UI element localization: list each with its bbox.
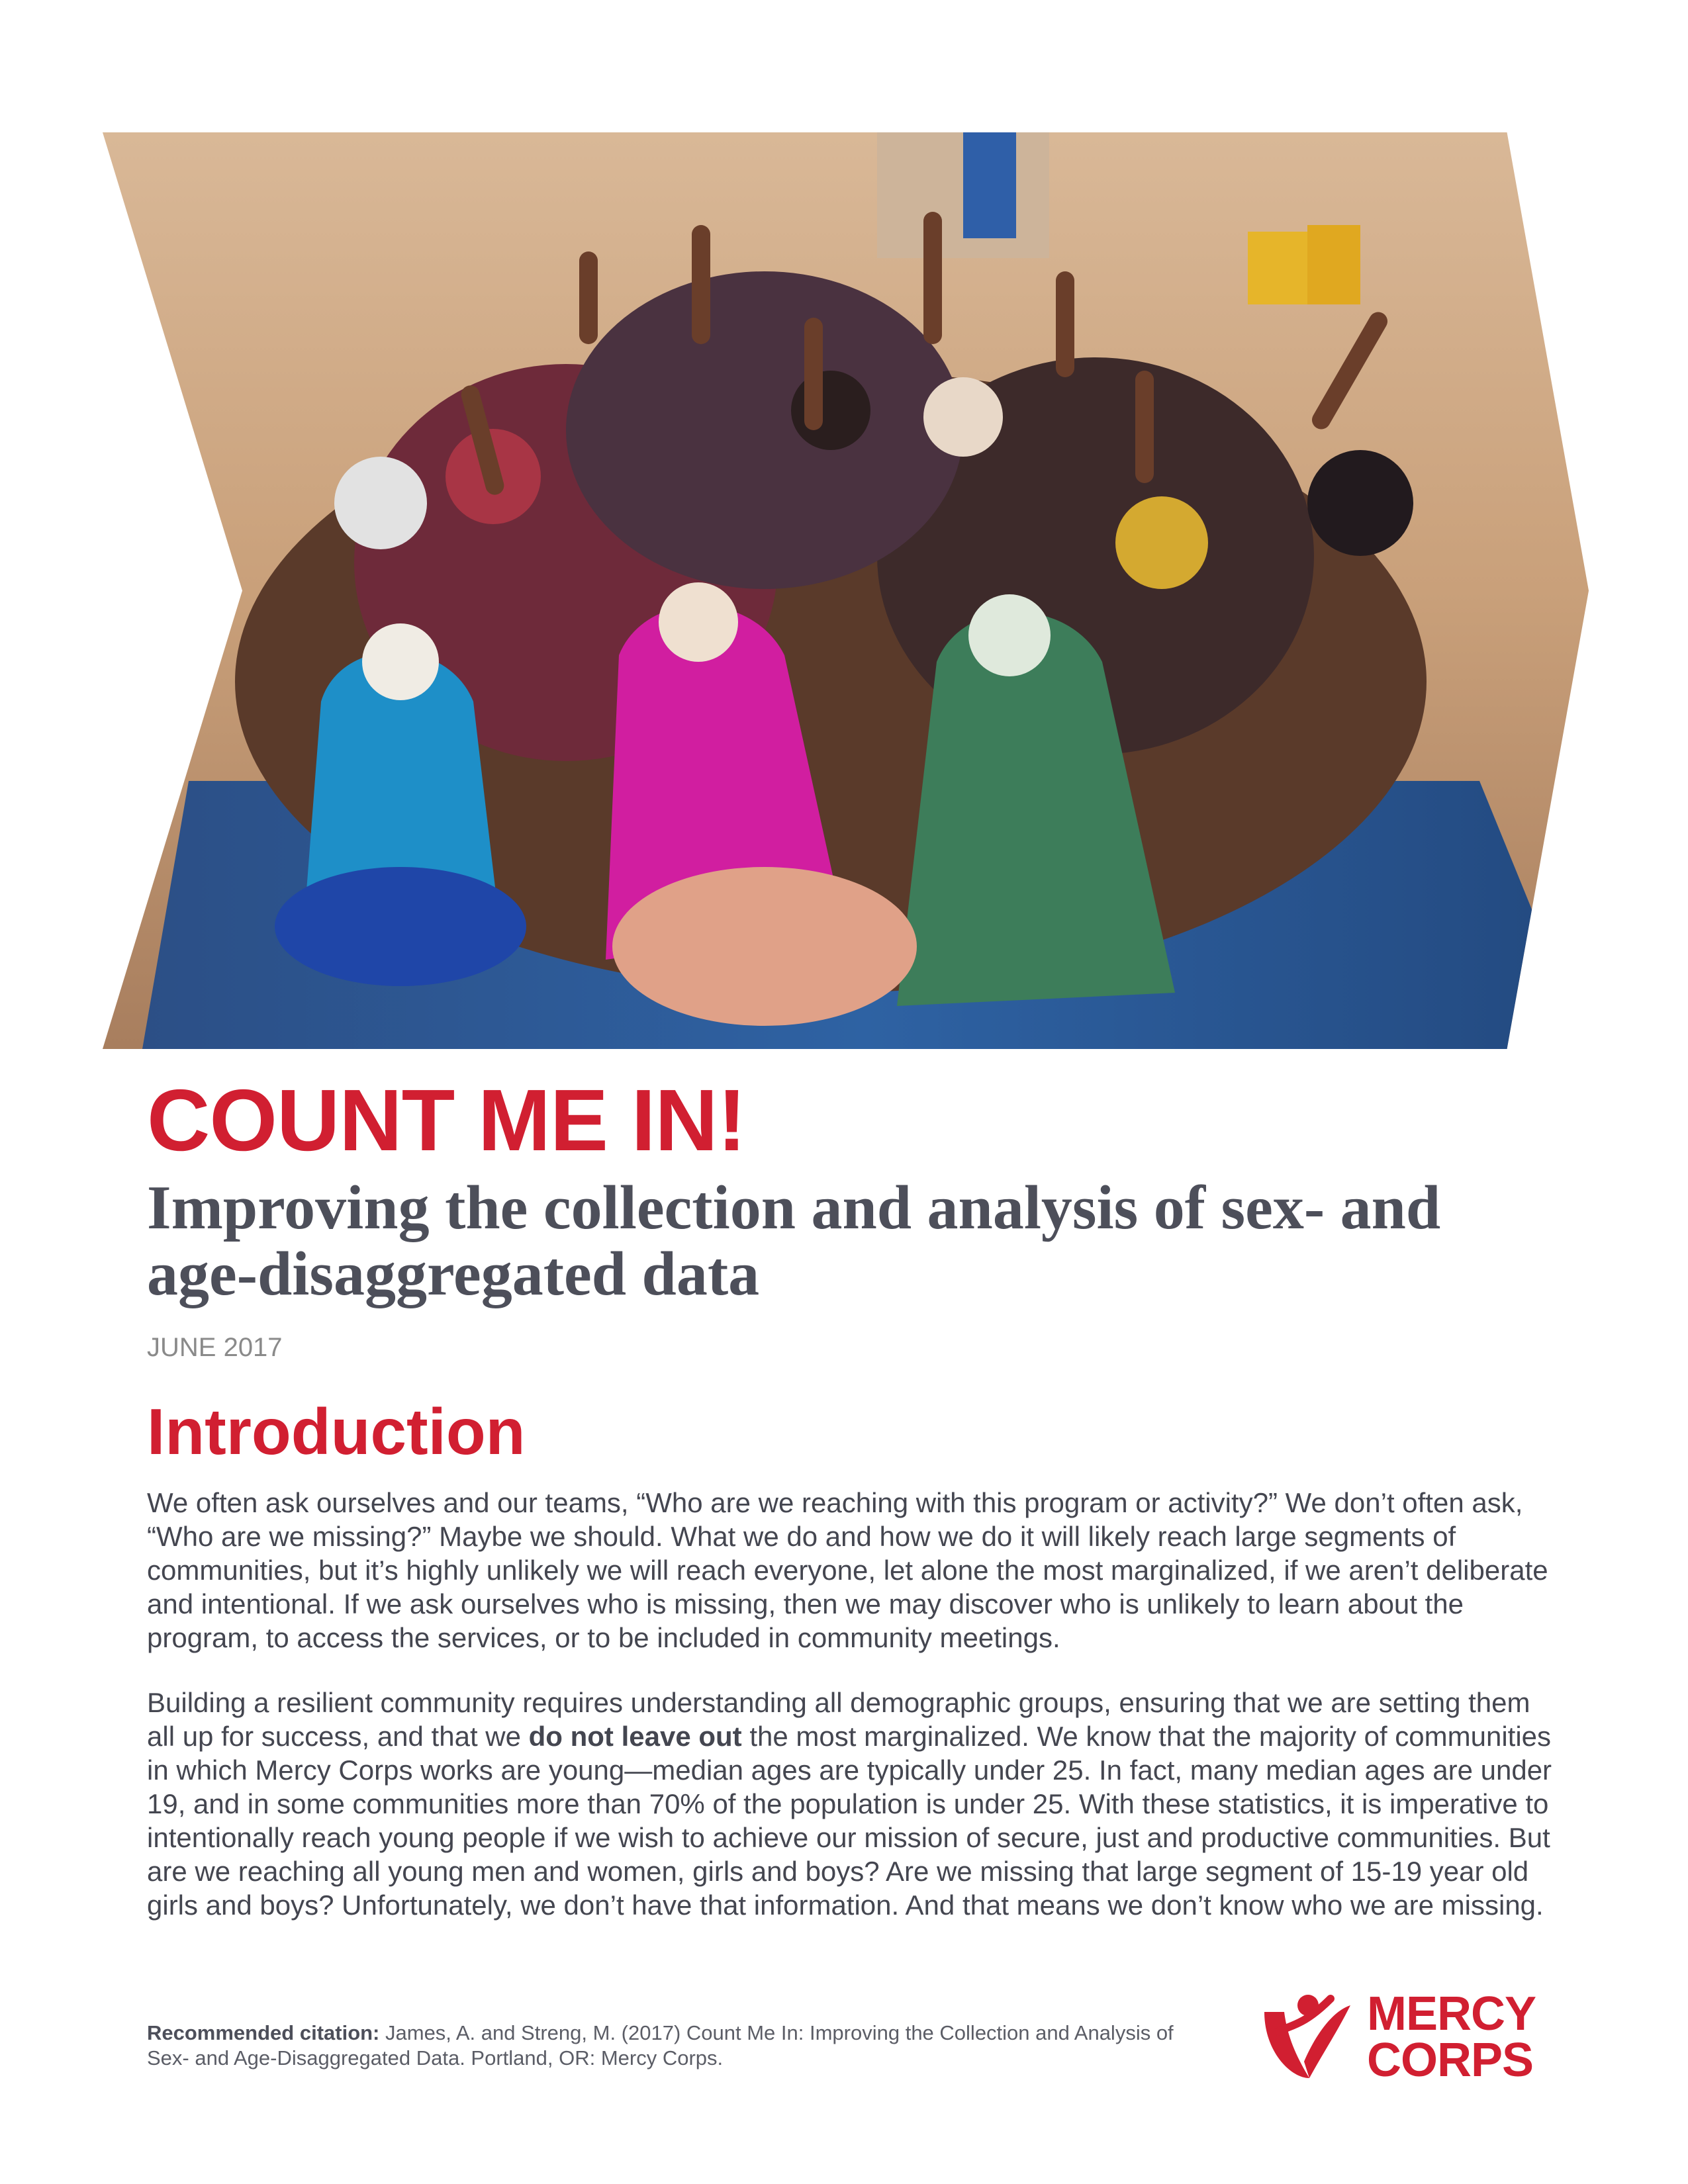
section-heading-introduction: Introduction <box>147 1395 526 1468</box>
intro-p2-start: Building a resilient community requires understanding all demographic groups, ensuring that we are setting them all up for success, and that we <box>147 1687 1530 1752</box>
document-subtitle <box>147 1175 1570 1307</box>
intro-p2-emphasis: do not leave out <box>528 1721 742 1752</box>
subtitle-line-1: Improving the collection and analysis of sex- and <box>147 1173 1441 1242</box>
document-title: COUNT ME IN! <box>147 1071 746 1169</box>
hero-photo <box>103 132 1589 1049</box>
photo-icon <box>103 132 1589 1049</box>
citation-text: James, A. and Streng, M. (2017) Count Me In: Improving the Collection and Analysis of Sex- and Age-Disaggregated Data. Portland, OR: Mercy Corps. <box>147 2021 1174 2070</box>
publication-date: JUNE 2017 <box>147 1333 283 1362</box>
subtitle-line-2: age-disaggregated data <box>147 1240 760 1308</box>
logo-word-line-2: CORPS <box>1367 2034 1534 2087</box>
recommended-citation <box>147 2021 1180 2071</box>
logo-wordmark <box>1367 1987 1536 2087</box>
intro-paragraph-2 <box>147 1686 1557 1922</box>
intro-paragraph-1: We often ask ourselves and our teams, “Who are we reaching with this program or activity?” We don’t often ask, “Who are we missing?” Maybe we should. What we do and how we do it will likely reach large segments of communities, but it’s highly unlikely we will reach everyone, let alone the most marginalized, if we aren’t deliberate and intentional. If we ask ourselves who is missing, then we may discover who is unlikely to learn about the program, to access the services, or to be included in community meetings. <box>147 1487 1548 1653</box>
logo-word-line-1: MERCY <box>1367 1987 1536 2040</box>
mercy-corps-emblem-icon <box>1251 1985 1357 2085</box>
citation-label: Recommended citation: <box>147 2021 380 2044</box>
intro-p2-end: the most marginalized. We know that the majority of communities in which Mercy Corps works are young—median ages are typically under 25. In fact, many median ages are under 19, and in some communities more than 70% of the population is under 25. With these statistics, it is imperative to intentionally reach young people if we wish to achieve our mission of secure, just and productive communities. But are we reaching all young men and women, girls and boys? Are we missing that large segment of 15-19 year old girls and boys? Unfortunately, we don’t have that information. And that means we don’t know who we are missing. <box>147 1721 1552 1921</box>
mercy-corps-logo <box>1251 1979 1556 2091</box>
